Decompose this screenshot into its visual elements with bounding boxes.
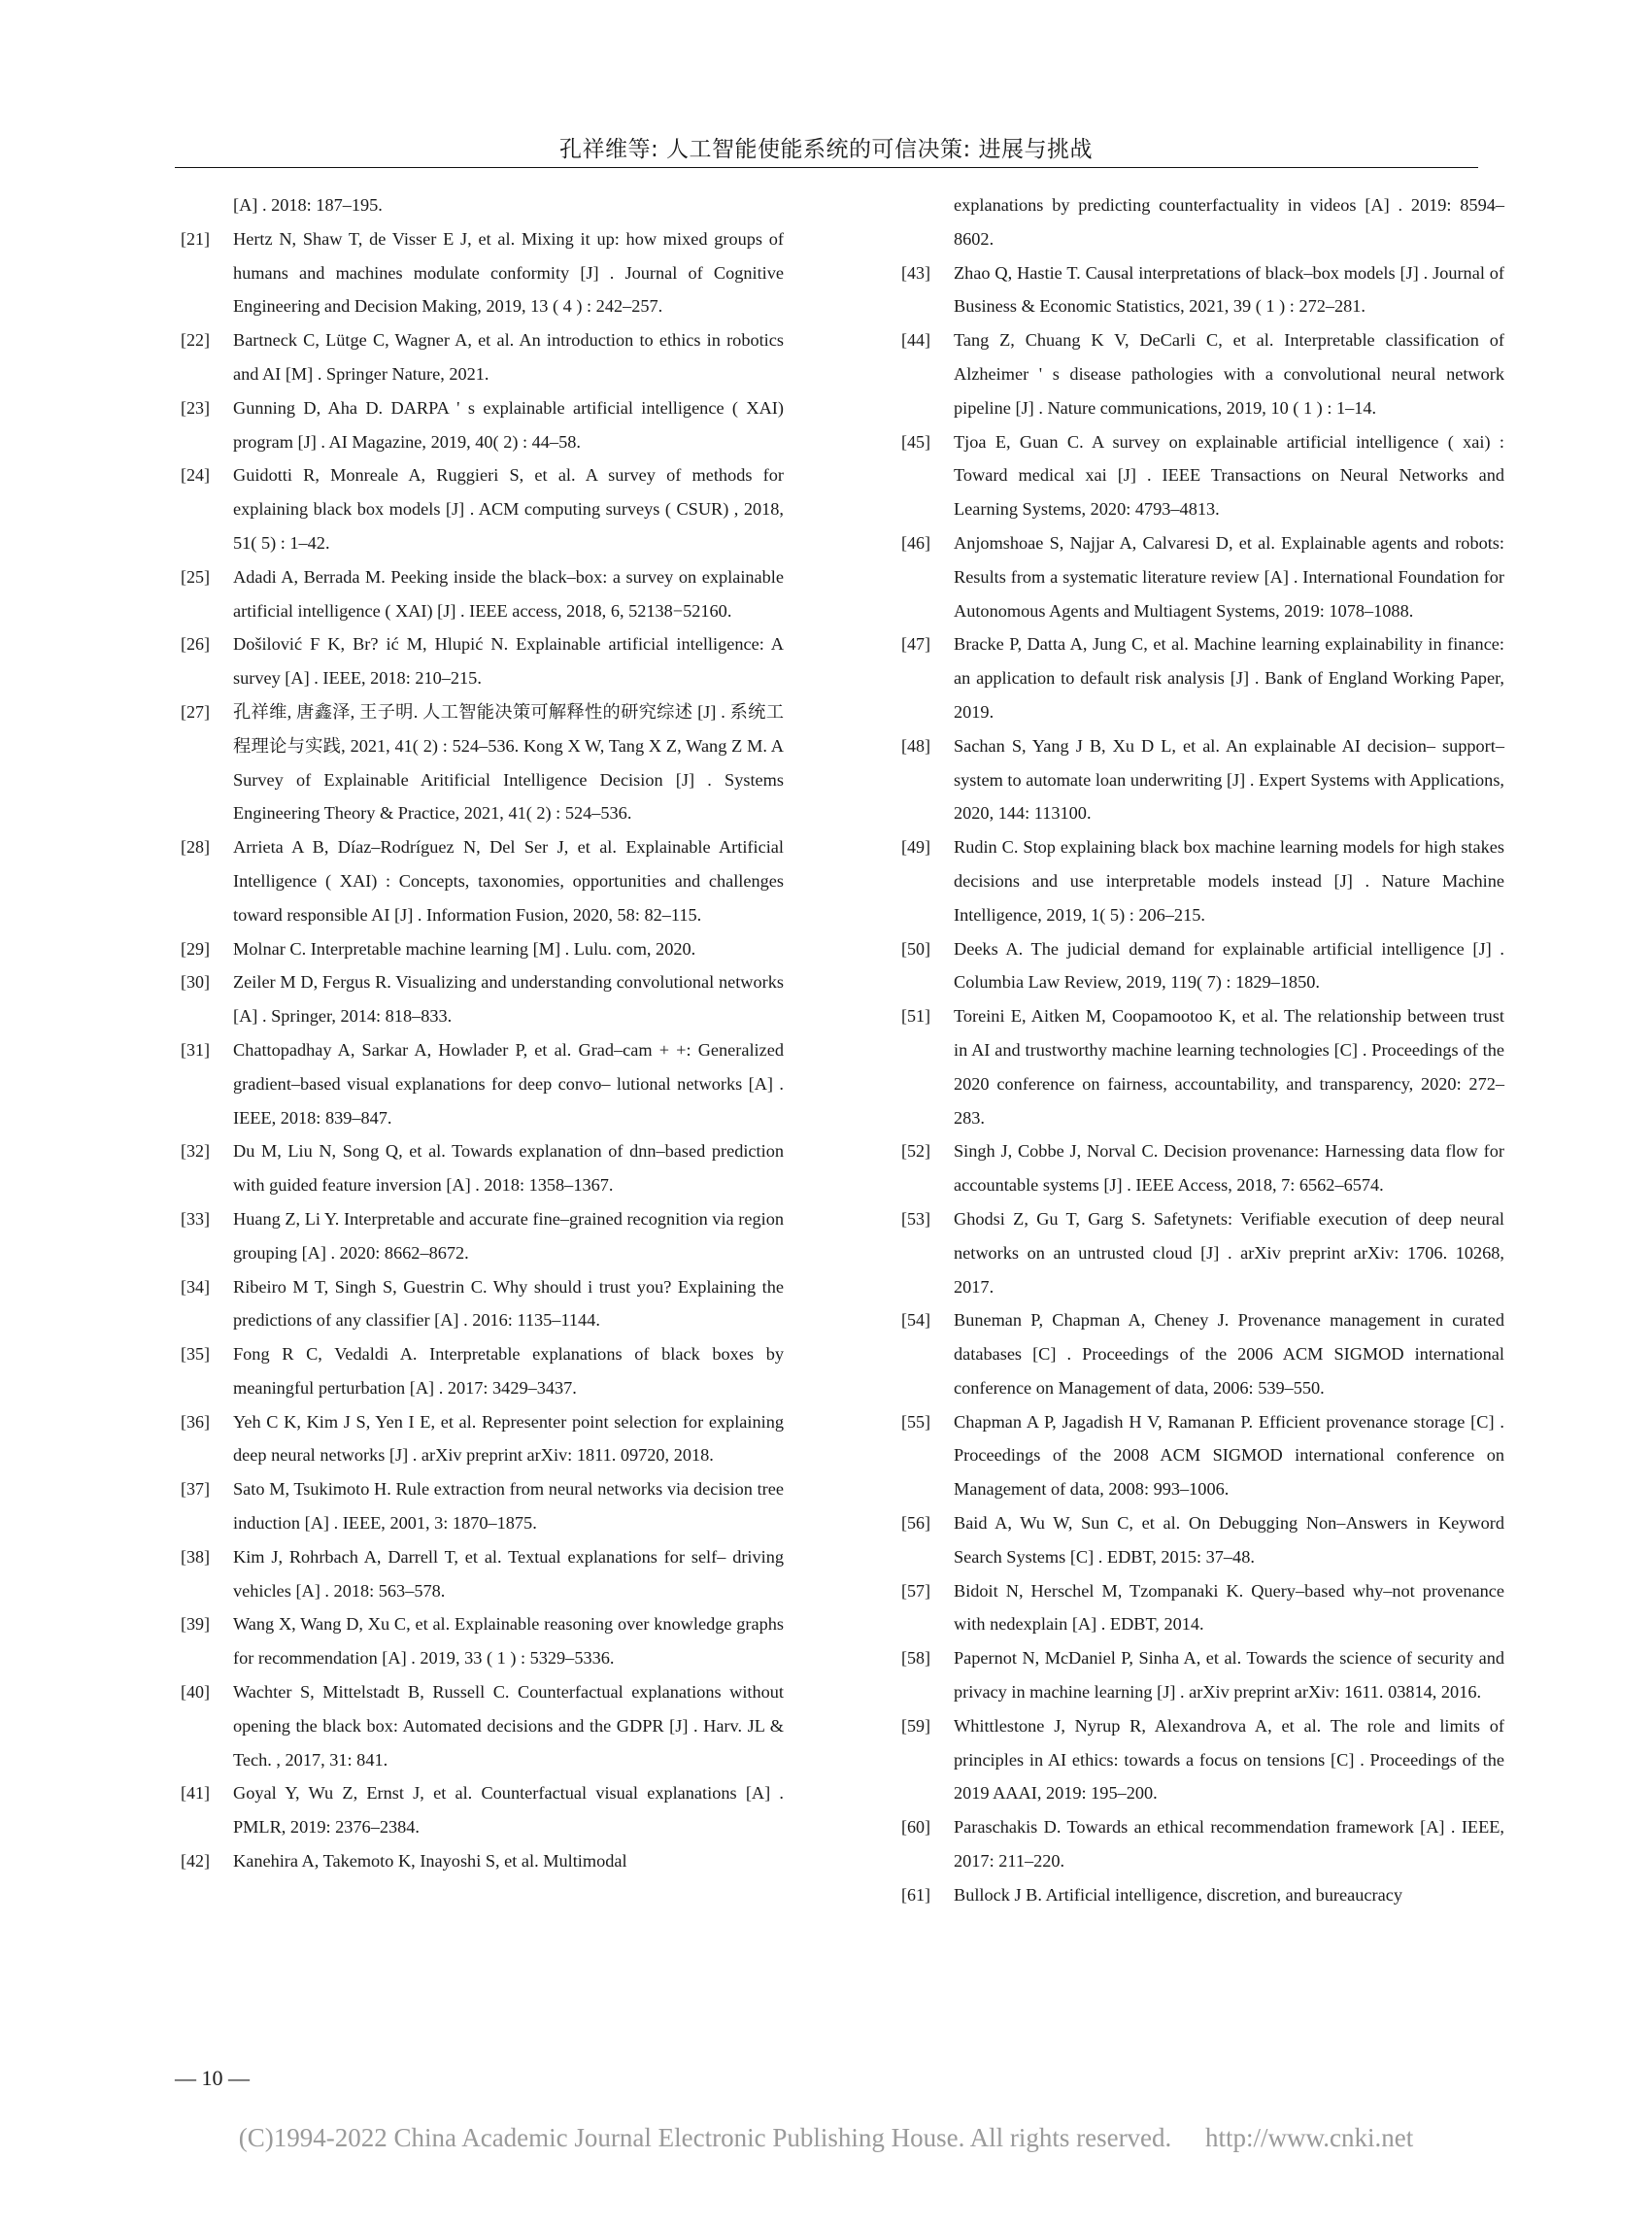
- copyright-text: (C)1994-2022 China Academic Journal Electronic Publishing House. All rights reserved.: [238, 2123, 1172, 2152]
- reference-number: [29]: [181, 938, 210, 959]
- reference-entry: [901, 1202, 1504, 1303]
- reference-number: [45]: [901, 431, 930, 452]
- reference-text: Du M, Liu N, Song Q, et al. Towards explanation of dnn–based prediction with guided feature inversion [A] . 2018: 1358–1367.: [233, 1141, 784, 1196]
- reference-number: [35]: [181, 1344, 210, 1365]
- reference-entry: [901, 1709, 1504, 1810]
- reference-text: Goyal Y, Wu Z, Ernst J, et al. Counterfactual visual explanations [A] . PMLR, 2019: 2376–2384.: [233, 1783, 784, 1838]
- reference-text: Sachan S, Yang J B, Xu D L, et al. An explainable AI decision– support–system to automate loan underwriting [J] . Expert Systems with Applications, 2020, 144: 113100.: [954, 735, 1504, 824]
- reference-text: Yeh C K, Kim J S, Yen I E, et al. Representer point selection for explaining deep neural networks [J] . arXiv preprint arXiv: 1811. 09720, 2018.: [233, 1411, 784, 1466]
- reference-text: Ghodsi Z, Gu T, Garg S. Safetynets: Verifiable execution of deep neural networks on an untrusted cloud [J] . arXiv preprint arXiv: 1706. 10268, 2017.: [954, 1208, 1504, 1297]
- reference-text: Tang Z, Chuang K V, DeCarli C, et al. Interpretable classification of Alzheimer ' s disease pathologies with a convolutional neural network pipeline [J] . Nature communications, 2019, 10 ( 1 ) : 1–14.: [954, 330, 1504, 418]
- reference-number: [58]: [901, 1648, 930, 1669]
- reference-entry: [181, 965, 784, 1033]
- reference-entry: [181, 1033, 784, 1134]
- reference-text: Došilović F K, Br? ić M, Hlupić N. Explainable artificial intelligence: A survey [A] . IEEE, 2018: 210–215.: [233, 634, 784, 689]
- reference-entry: [901, 1134, 1504, 1202]
- reference-number: [61]: [901, 1884, 930, 1905]
- cnki-url: http://www.cnki.net: [1205, 2123, 1414, 2152]
- reference-text: Fong R C, Vedaldi A. Interpretable explanations of black boxes by meaningful perturbation [A] . 2017: 3429–3437.: [233, 1344, 784, 1398]
- reference-text: Bidoit N, Herschel M, Tzompanaki K. Query–based why–not provenance with nedexplain [A] . EDBT, 2014.: [954, 1580, 1504, 1635]
- reference-entry: [901, 1810, 1504, 1878]
- reference-text: Hertz N, Shaw T, de Visser E J, et al. Mixing it up: how mixed groups of humans and machines modulate conformity [J] . Journal of Cognitive Engineering and Decision Making, 2019, 13 ( 4 ) : 242–257.: [233, 228, 784, 317]
- reference-entry: [181, 932, 784, 966]
- reference-entry: [901, 1506, 1504, 1574]
- reference-entry: [187, 188, 784, 222]
- reference-number: [48]: [901, 735, 930, 756]
- reference-number: [27]: [181, 701, 210, 722]
- reference-entry: [181, 560, 784, 628]
- reference-text: Zeiler M D, Fergus R. Visualizing and understanding convolutional networks [A] . Springer, 2014: 818–833.: [233, 972, 784, 1027]
- reference-entry: [181, 1202, 784, 1270]
- reference-number: [43]: [901, 262, 930, 283]
- reference-number: [55]: [901, 1411, 930, 1432]
- reference-number: [56]: [901, 1513, 930, 1534]
- reference-text: Buneman P, Chapman A, Cheney J. Provenance management in curated databases [C] . Proceedings of the 2006 ACM SIGMOD international conference on Management of data, 2006: 539–550.: [954, 1310, 1504, 1398]
- reference-entry: [901, 323, 1504, 424]
- reference-entry: [901, 1574, 1504, 1642]
- reference-number: [32]: [181, 1141, 210, 1162]
- reference-entry: [901, 932, 1504, 1000]
- reference-number: [57]: [901, 1580, 930, 1601]
- reference-text: 孔祥维, 唐鑫泽, 王子明. 人工智能决策可解释性的研究综述 [J] . 系统工程理论与实践, 2021, 41( 2) : 524–536. Kong X W, Tang X Z, Wang Z M. A Survey of Explainable Aritificial Intelligence Decision [J] . Systems Engineering Theory & Practice, 2021, 41( 2) : 524–536.: [233, 701, 784, 824]
- reference-text: Bullock J B. Artificial intelligence, discretion, and bureaucracy: [954, 1884, 1402, 1905]
- reference-entry: [181, 1675, 784, 1776]
- reference-entry: [181, 1337, 784, 1405]
- reference-number: [44]: [901, 330, 930, 351]
- reference-text: Molnar C. Interpretable machine learning [M] . Lulu. com, 2020.: [233, 938, 696, 959]
- reference-number: [37]: [181, 1479, 210, 1500]
- reference-entry: [181, 1776, 784, 1844]
- reference-text: Kim J, Rohrbach A, Darrell T, et al. Textual explanations for self– driving vehicles [A] . 2018: 563–578.: [233, 1546, 784, 1601]
- reference-text: Zhao Q, Hastie T. Causal interpretations of black–box models [J] . Journal of Business & Economic Statistics, 2021, 39 ( 1 ) : 272–281.: [954, 262, 1504, 317]
- reference-entry: [181, 1540, 784, 1608]
- reference-text: Adadi A, Berrada M. Peeking inside the black–box: a survey on explainable artificial intelligence ( XAI) [J] . IEEE access, 2018, 6, 52138−52160.: [233, 566, 784, 621]
- reference-entry: [181, 222, 784, 323]
- reference-number: [54]: [901, 1310, 930, 1331]
- references-right-column: [901, 188, 1504, 1912]
- references-left-column: [181, 188, 784, 1878]
- reference-entry: [181, 391, 784, 459]
- reference-text: Anjomshoae S, Najjar A, Calvaresi D, et al. Explainable agents and robots: Results from a systematic literature review [A] . International Foundation for Autonomous Agents and Multiagent Systems, 2019: 1078–1088.: [954, 532, 1504, 621]
- reference-number: [47]: [901, 634, 930, 655]
- reference-number: [51]: [901, 1006, 930, 1027]
- page-number: — 10 —: [175, 2066, 250, 2090]
- reference-number: [41]: [181, 1783, 210, 1804]
- header-rule: [175, 167, 1478, 168]
- reference-text: Gunning D, Aha D. DARPA ' s explainable artificial intelligence ( XAI) program [J] . AI Magazine, 2019, 40( 2) : 44–58.: [233, 397, 784, 452]
- reference-number: [28]: [181, 837, 210, 858]
- reference-number: [49]: [901, 837, 930, 858]
- reference-number: [33]: [181, 1208, 210, 1229]
- reference-text: Papernot N, McDaniel P, Sinha A, et al. Towards the science of security and privacy in machine learning [J] . arXiv preprint arXiv: 1611. 03814, 2016.: [954, 1648, 1504, 1703]
- reference-number: [23]: [181, 397, 210, 418]
- copyright-footer: [0, 2123, 1652, 2153]
- reference-number: [59]: [901, 1715, 930, 1736]
- reference-entry: [181, 1134, 784, 1202]
- reference-number: [46]: [901, 532, 930, 553]
- reference-entry: [908, 188, 1504, 256]
- reference-entry: [181, 830, 784, 931]
- reference-entry: [901, 526, 1504, 627]
- reference-number: [36]: [181, 1411, 210, 1432]
- reference-text: Sato M, Tsukimoto H. Rule extraction from neural networks via decision tree induction [A] . IEEE, 2001, 3: 1870–1875.: [233, 1479, 784, 1534]
- reference-text: Huang Z, Li Y. Interpretable and accurate fine–grained recognition via region grouping [A] . 2020: 8662–8672.: [233, 1208, 784, 1263]
- reference-number: [30]: [181, 972, 210, 993]
- reference-number: [50]: [901, 938, 930, 959]
- reference-text: Baid A, Wu W, Sun C, et al. On Debugging Non–Answers in Keyword Search Systems [C] . EDBT, 2015: 37–48.: [954, 1513, 1504, 1567]
- reference-entry: [901, 1303, 1504, 1404]
- reference-entry: [181, 1405, 784, 1473]
- reference-text: Arrieta A B, Díaz–Rodríguez N, Del Ser J, et al. Explainable Artificial Intelligence ( XAI) : Concepts, taxonomies, opportunities and challenges toward responsible AI [J] . Information Fusion, 2020, 58: 82–115.: [233, 837, 784, 925]
- reference-text: Guidotti R, Monreale A, Ruggieri S, et al. A survey of methods for explaining black box models [J] . ACM computing surveys ( CSUR) , 2018, 51( 5) : 1–42.: [233, 465, 784, 553]
- reference-number: [38]: [181, 1546, 210, 1567]
- reference-text: Paraschakis D. Towards an ethical recommendation framework [A] . IEEE, 2017: 211–220.: [954, 1817, 1504, 1872]
- reference-entry: [901, 1405, 1504, 1506]
- reference-text: Ribeiro M T, Singh S, Guestrin C. Why should i trust you? Explaining the predictions of any classifier [A] . 2016: 1135–1144.: [233, 1276, 784, 1331]
- reference-text: Deeks A. The judicial demand for explainable artificial intelligence [J] . Columbia Law Review, 2019, 119( 7) : 1829–1850.: [954, 938, 1504, 993]
- reference-text: Toreini E, Aitken M, Coopamootoo K, et al. The relationship between trust in AI and trustworthy machine learning technologies [C] . Proceedings of the 2020 conference on fairness, accountability, and transparency, 2020: 272–283.: [954, 1006, 1504, 1128]
- reference-entry: [181, 323, 784, 391]
- reference-text: Bartneck C, Lütge C, Wagner A, et al. An introduction to ethics in robotics and AI [M] . Springer Nature, 2021.: [233, 330, 784, 384]
- reference-number: [39]: [181, 1614, 210, 1635]
- reference-number: [26]: [181, 634, 210, 655]
- reference-entry: [181, 1472, 784, 1540]
- reference-entry: [901, 425, 1504, 526]
- reference-number: [40]: [181, 1682, 210, 1703]
- reference-entry: [901, 627, 1504, 728]
- reference-text: [A] . 2018: 187–195.: [233, 195, 383, 215]
- reference-entry: [181, 1607, 784, 1675]
- reference-text: Singh J, Cobbe J, Norval C. Decision provenance: Harnessing data flow for accountable systems [J] . IEEE Access, 2018, 7: 6562–6574.: [954, 1141, 1504, 1196]
- reference-entry: [901, 1641, 1504, 1709]
- reference-number: [31]: [181, 1039, 210, 1060]
- reference-text: Wachter S, Mittelstadt B, Russell C. Counterfactual explanations without opening the black box: Automated decisions and the GDPR [J] . Harv. JL & Tech. , 2017, 31: 841.: [233, 1682, 784, 1770]
- reference-text: Chattopadhay A, Sarkar A, Howlader P, et al. Grad–cam + +: Generalized gradient–based visual explanations for deep convo– lutional networks [A] . IEEE, 2018: 839–847.: [233, 1039, 784, 1128]
- reference-number: [34]: [181, 1276, 210, 1297]
- reference-text: Whittlestone J, Nyrup R, Alexandrova A, et al. The role and limits of principles in AI ethics: towards a focus on tensions [C] . Proceedings of the 2019 AAAI, 2019: 195–200.: [954, 1715, 1504, 1804]
- reference-number: [22]: [181, 330, 210, 351]
- reference-number: [52]: [901, 1141, 930, 1162]
- running-header: 孔祥维等: 人工智能使能系统的可信决策: 进展与挑战: [558, 137, 1094, 162]
- reference-entry: [901, 256, 1504, 324]
- reference-entry: [901, 999, 1504, 1134]
- reference-entry: [181, 458, 784, 559]
- reference-number: [60]: [901, 1817, 930, 1838]
- reference-number: [21]: [181, 228, 210, 249]
- reference-number: [42]: [181, 1851, 210, 1872]
- reference-number: [25]: [181, 566, 210, 587]
- reference-entry: [181, 1270, 784, 1338]
- reference-entry: [901, 1878, 1504, 1912]
- reference-text: Wang X, Wang D, Xu C, et al. Explainable reasoning over knowledge graphs for recommendation [A] . 2019, 33 ( 1 ) : 5329–5336.: [233, 1614, 784, 1669]
- reference-entry: [901, 830, 1504, 931]
- reference-text: Chapman A P, Jagadish H V, Ramanan P. Efficient provenance storage [C] . Proceedings of the 2008 ACM SIGMOD international conference on Management of data, 2008: 993–1006.: [954, 1411, 1504, 1500]
- reference-entry: [901, 729, 1504, 830]
- reference-entry: [181, 627, 784, 695]
- reference-number: [53]: [901, 1208, 930, 1229]
- reference-text: explanations by predicting counterfactuality in videos [A] . 2019: 8594–8602.: [954, 195, 1504, 249]
- reference-text: Kanehira A, Takemoto K, Inayoshi S, et al. Multimodal: [233, 1851, 627, 1872]
- reference-text: Tjoa E, Guan C. A survey on explainable artificial intelligence ( xai) : Toward medical xai [J] . IEEE Transactions on Neural Networks and Learning Systems, 2020: 4793–4813.: [954, 431, 1504, 520]
- reference-entry: [181, 1844, 784, 1878]
- reference-entry: [181, 695, 784, 830]
- reference-number: [24]: [181, 465, 210, 486]
- reference-text: Rudin C. Stop explaining black box machine learning models for high stakes decisions and use interpretable models instead [J] . Nature Machine Intelligence, 2019, 1( 5) : 206–215.: [954, 837, 1504, 925]
- reference-text: Bracke P, Datta A, Jung C, et al. Machine learning explainability in finance: an application to default risk analysis [J] . Bank of England Working Paper, 2019.: [954, 634, 1504, 722]
